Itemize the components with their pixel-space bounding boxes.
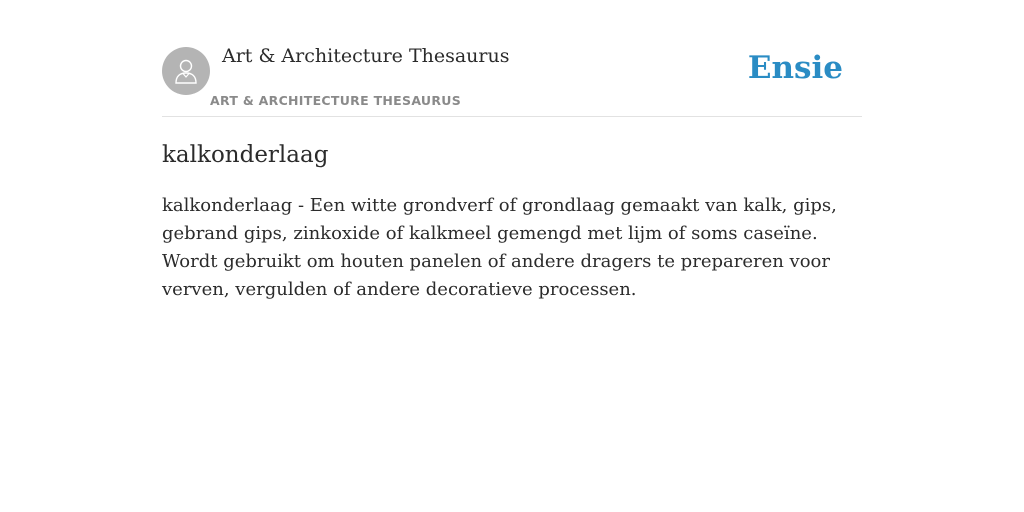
definition-text: kalkonderlaag - Een witte grondverf of grondlaag gemaakt van kalk, gips, gebrand gips, zinkoxide of kalkmeel gemengd met lijm of soms caseïne. Wordt gebruikt om houten panelen of andere dragers te prepareren voor verven, vergulden of andere decoratieve processen. [162,195,837,300]
page-title: kalkonderlaag [162,142,329,168]
user-silhouette-icon [172,57,200,85]
avatar[interactable] [162,47,210,95]
source-subtitle: ART & ARCHITECTURE THESAURUS [210,93,462,108]
page-container [162,0,862,304]
header [162,0,862,117]
source-title[interactable]: Art & Architecture Thesaurus [222,45,510,67]
ensie-logo[interactable]: Ensie [747,50,843,86]
